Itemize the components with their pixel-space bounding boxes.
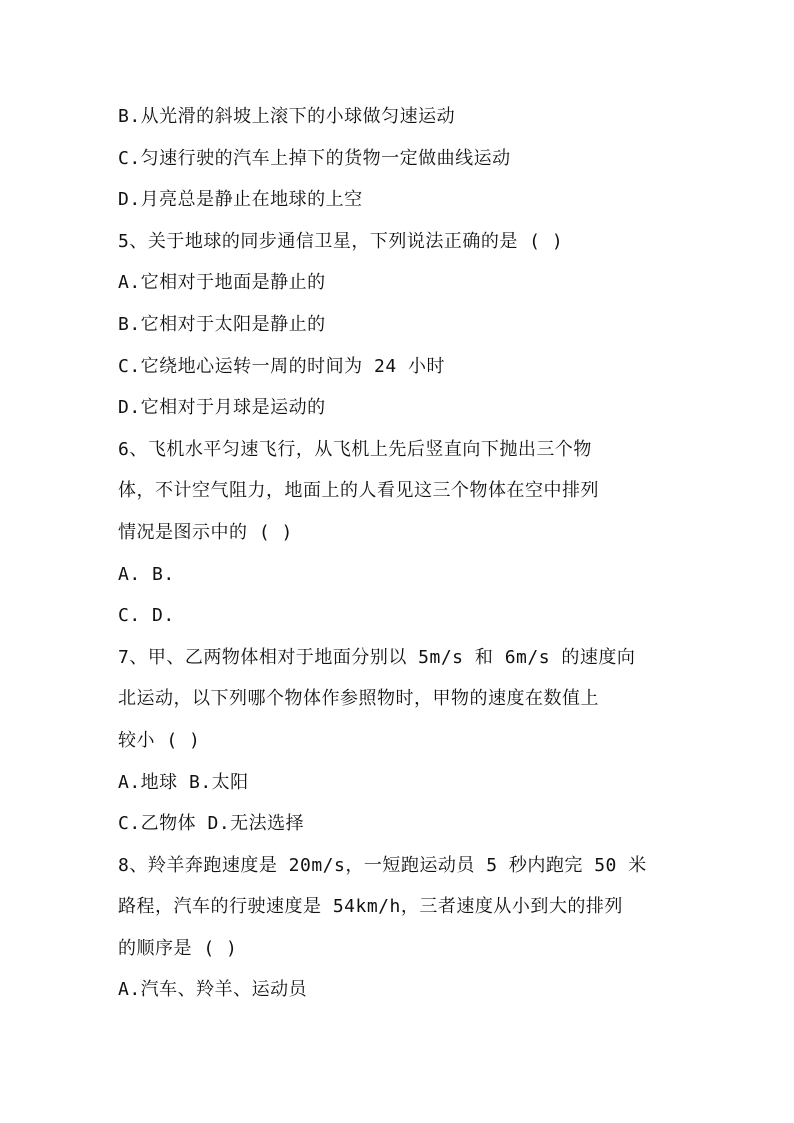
option-5d: D.它相对于月球是运动的 [118,397,326,419]
question-6-line-1: 6、飞机水平匀速飞行，从飞机上先后竖直向下抛出三个物 [118,438,592,460]
question-7-line-2: 北运动，以下列哪个物体作参照物时，甲物的速度在数值上 [118,688,599,710]
option-4d: D.月亮总是静止在地球的上空 [118,189,363,211]
question-5: 5、关于地球的同步通信卫星，下列说法正确的是 ( ) [118,230,564,252]
document-page [118,96,678,1011]
options-7cd: C.乙物体 D.无法选择 [118,813,305,835]
option-4b: B.从光滑的斜坡上滚下的小球做匀速运动 [118,106,456,127]
question-7-line-3: 较小 ( ) [118,729,201,751]
question-8-line-3: 的顺序是 ( ) [118,937,238,959]
option-5b: B.它相对于太阳是静止的 [118,313,326,335]
question-6-line-2: 体，不计空气阻力，地面上的人看见这三个物体在空中排列 [118,480,599,502]
options-7ab: A.地球 B.太阳 [118,771,249,793]
option-5a: A.它相对于地面是静止的 [118,272,326,294]
question-7-line-1: 7、甲、乙两物体相对于地面分别以 5m/s 和 6m/s 的速度向 [118,646,636,668]
option-8a: A.汽车、羚羊、运动员 [118,979,308,1001]
options-6ab: A. B. [118,563,175,585]
option-4c: C.匀速行驶的汽车上掉下的货物一定做曲线运动 [118,147,511,169]
question-8-line-1: 8、羚羊奔跑速度是 20m/s，一短跑运动员 5 秒内跑完 50 米 [118,854,647,876]
question-8-line-2: 路程，汽车的行驶速度是 54km/h，三者速度从小到大的排列 [118,896,623,918]
options-6cd: C. D. [118,605,175,627]
question-6-line-3: 情况是图示中的 ( ) [118,521,293,543]
option-5c: C.它绕地心运转一周的时间为 24 小时 [118,355,446,377]
